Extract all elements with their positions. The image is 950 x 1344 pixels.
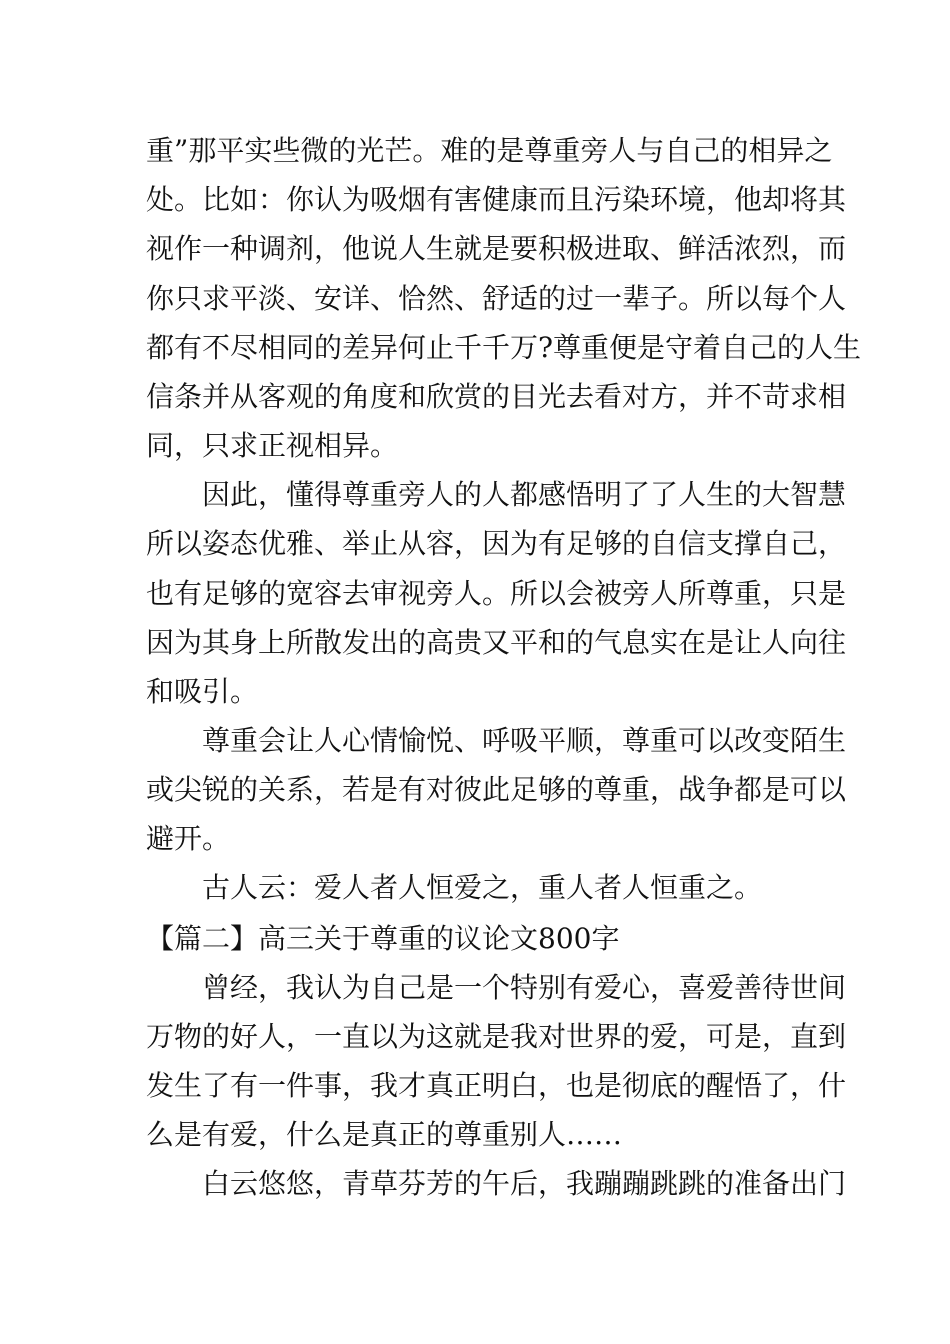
text-line-14: 或尖锐的关系，若是有对彼此足够的尊重，战争都是可以 [146,773,847,806]
text-line-9: 所以姿态优雅、举止从容，因为有足够的自信支撑自己， [146,527,847,560]
text-line-21: 么是有爱，什么是真正的尊重别人…… [146,1118,623,1151]
paragraph-start-line: 因此，懂得尊重旁人的人都感悟明了了人生的大智慧 [202,478,847,511]
paragraph-start-line: 白云悠悠，青草芬芳的午后，我蹦蹦跳跳的准备出门 [202,1167,847,1200]
paragraph-start-line: 尊重会让人心情愉悦、呼吸平顺，尊重可以改变陌生 [202,724,847,757]
text-line-19: 万物的好人，一直以为这就是我对世界的爱，可是，直到 [146,1020,847,1053]
text-line-3: 视作一种调剂，他说人生就是要积极进取、鲜活浓烈，而 [146,232,847,265]
quote-line: 古人云：爱人者人恒爱之，重人者人恒重之。 [202,871,763,904]
text-line-2: 处。比如：你认为吸烟有害健康而且污染环境，他却将其 [146,183,847,216]
text-line-12: 和吸引。 [146,675,259,708]
text-line-10: 也有足够的宽容去审视旁人。所以会被旁人所尊重，只是 [146,577,847,610]
section-heading: 【篇二】高三关于尊重的议论文800字 [146,922,620,955]
text-line-6: 信条并从客观的角度和欣赏的目光去看对方，并不苛求相 [146,380,847,413]
text-line-11: 因为其身上所散发出的高贵又平和的气息实在是让人向往 [146,626,847,659]
paragraph-start-line: 曾经，我认为自己是一个特别有爱心，喜爱善待世间 [202,971,847,1004]
text-line-7: 同，只求正视相异。 [146,429,399,462]
text-line-20: 发生了有一件事，我才真正明白，也是彻底的醒悟了，什 [146,1069,847,1102]
text-line-4: 你只求平淡、安详、恰然、舒适的过一辈子。所以每个人 [146,282,847,315]
text-line-15: 避开。 [146,822,231,855]
text-line-5: 都有不尽相同的差异何止千千万?尊重便是守着自己的人生 [146,331,862,364]
text-line-1: 重”那平实些微的光芒。难的是尊重旁人与自己的相异之 [146,134,833,167]
